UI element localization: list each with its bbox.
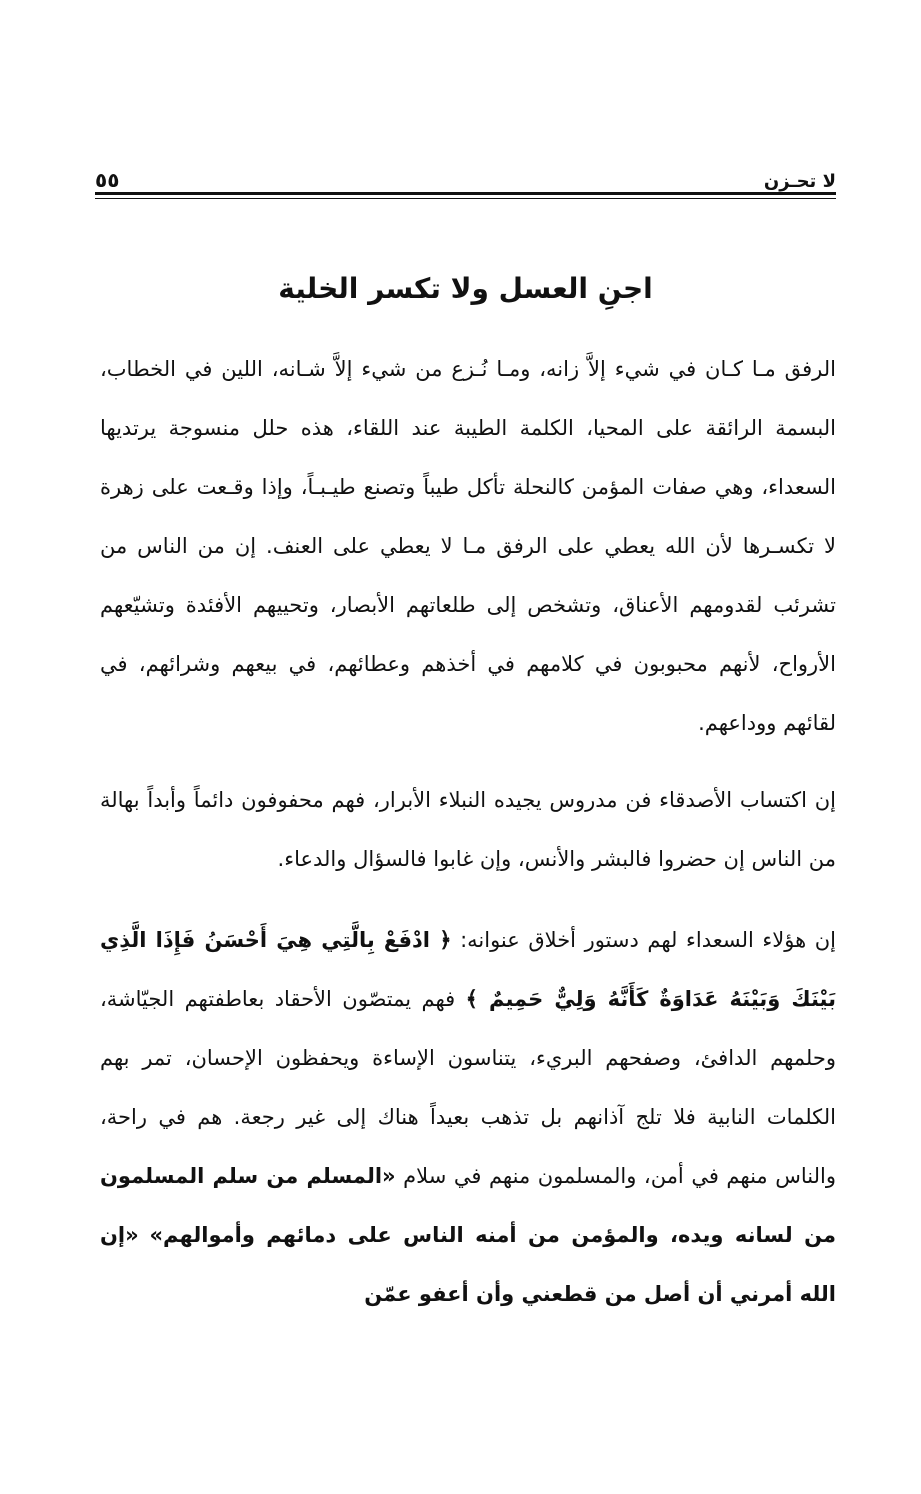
page-number: ٥٥ xyxy=(95,168,120,192)
paragraph-1: الرفق مـا كـان في شيء إلاَّ زانه، ومـا نُـزع من شيء إلاَّ شـانه، اللين في الخطاب، البسمة الرائقة على المحيا، الكلمة الطيبة عند اللقاء، هذه حلل منسوجة يرتديها السعداء، وهي صفات المؤمن كالنحلة تأكل طيباً وتصنع طيـبـاً، وإذا وقـعت على زهرة لا تكسـرها لأن الله يعطي على الرفق مـا لا يعطي على العنف. إن من الناس من تشرئب لقدومهم الأعناق، وتشخص إلى طلعاتهم الأبصار، وتحييهم الأفئدة وتشيّعهم الأرواح، لأنهم محبوبون في كلامهم في أخذهم وعطائهم، في بيعهم وشرائهم، في لقائهم ووداعهم. xyxy=(100,357,836,735)
body-text xyxy=(100,340,836,1324)
paragraph-3-space xyxy=(139,1223,150,1247)
paragraph-3-intro: إن هؤلاء السعداء لهم دستور أخلاق عنوانه: xyxy=(451,928,836,952)
header-rule-thick xyxy=(95,192,836,195)
paragraph-2: إن اكتساب الأصدقاء فن مدروس يجيده النبلاء الأبرار، فهم محفوفون دائماً وأبداً بهالة من الناس إن حضروا فالبشر والأنس، وإن غابوا فالسؤال والدعاء. xyxy=(100,788,836,871)
hadith-quote-2: «إن الله أمرني أن أصل من قطعني وأن أعفو عمّن xyxy=(100,1223,836,1306)
chapter-title: اجنِ العسل ولا تكسر الخلية xyxy=(278,272,653,305)
quran-verse: ﴿ ادْفَعْ بِالَّتِي هِيَ أَحْسَنُ فَإِذَا الَّذِي بَيْنَكَ وَبَيْنَهُ عَدَاوَةٌ كَأَنَّهُ وَلِيٌّ حَمِيمٌ ﴾ xyxy=(100,928,837,1011)
paragraph-3 xyxy=(100,911,836,1324)
paragraph-3-middle: فهم يمتصّون الأحقاد بعاطفتهم الجيّاشة، وحلمهم الدافئ، وصفحهم البريء، يتناسون الإساءة ويحفظون الإحسان، تمر بهم الكلمات النابية فلا تلج آذانهم بل تذهب بعيداً هناك إلى غير رجعة. هم في راحة، والناس منهم في أمن، والمسلمون منهم في سلام xyxy=(100,987,836,1188)
header-title: لا تحـزن xyxy=(763,171,836,192)
running-header xyxy=(95,152,836,192)
hadith-quote-1: «المسلم من سلم المسلمون من لسانه ويده، والمؤمن من أمنه الناس على دمائهم وأموالهم» xyxy=(100,1164,836,1247)
header-rule-thin xyxy=(95,198,836,199)
